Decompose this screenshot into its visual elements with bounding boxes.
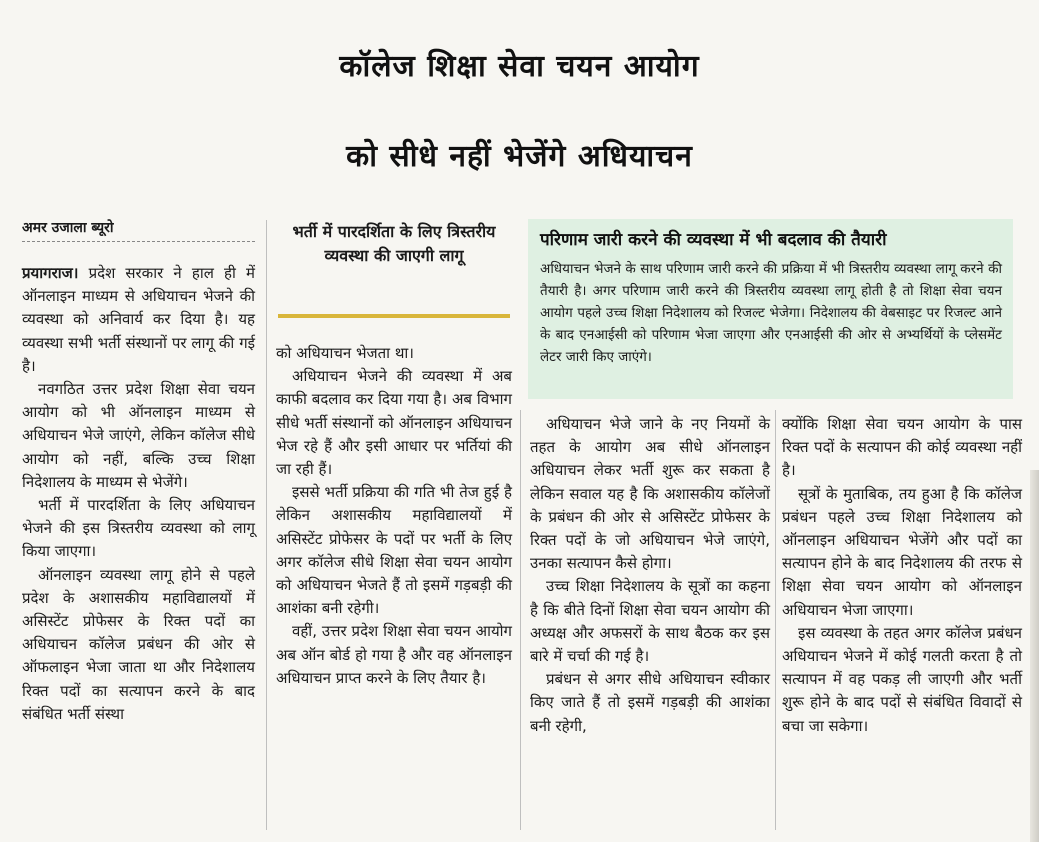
column-divider xyxy=(775,410,776,830)
column-divider xyxy=(266,220,267,830)
article-paragraph: ऑनलाइन व्यवस्था लागू होने से पहले प्रदेश के अशासकीय महाविद्यालयों में असिस्टेंट प्रोफेसर के रिक्त पदों का अधियाचन कॉलेज प्रबंधन की ओर से ऑफलाइन भेजा जाता था और निदेशालय रिक्त पदों का सत्यापन करने के बाद संबंधित भर्ती संस्था xyxy=(22,565,255,723)
article-paragraph: इस व्यवस्था के तहत अगर कॉलेज प्रबंधन अधियाचन भेजने में कोई गलती करता है तो सत्यापन में वह पकड़ ली जाएगी और भर्ती शुरू होने के बाद पदों से संबंधित विवादों से बचा जा सकेगा। xyxy=(782,623,1022,735)
headline-line-1: कॉलेज शिक्षा सेवा चयन आयोग xyxy=(339,49,700,84)
article-paragraph: सूत्रों के मुताबिक, तय हुआ है कि कॉलेज प्रबंधन पहले उच्च शिक्षा निदेशालय को ऑनलाइन अधियाचन भेजेंगे और पदों का सत्यापन होने के बाद निदेशालय की तरफ से शिक्षा सेवा चयन आयोग को ऑनलाइन अधियाचन भेजा जाएगा। xyxy=(782,484,1022,619)
page-edge-shadow xyxy=(1030,470,1039,842)
dateline: प्रयागराज। xyxy=(22,264,79,282)
info-box-body xyxy=(540,258,1002,368)
article-column-3 xyxy=(530,413,770,738)
article-column-4 xyxy=(782,413,1022,738)
article-column-2 xyxy=(276,342,512,690)
article-paragraph: उच्च शिक्षा निदेशालय के सूत्रों का कहना है कि बीते दिनों शिक्षा सेवा चयन आयोग की अध्यक्ष और अफसरों के साथ बैठक कर इस बारे में चर्चा की गई है। xyxy=(530,577,770,666)
article-paragraph: नवगठित उत्तर प्रदेश शिक्षा सेवा चयन आयोग को भी ऑनलाइन माध्यम से अधियाचन भेजे जाएंगे, लेकिन कॉलेज सीधे आयोग को नहीं, बल्कि उच्च शिक्षा निदेशालय के माध्यम से भेजेंगे। xyxy=(22,380,255,491)
article-paragraph: भर्ती में पारदर्शिता के लिए अधियाचन भेजने की इस त्रिस्तरीय व्यवस्था को लागू किया जाएगा। xyxy=(22,496,255,561)
headline-line-2: को सीधे नहीं भेजेंगे अधियाचन xyxy=(346,139,693,174)
article-paragraph: प्रयागराज। प्रदेश सरकार ने हाल ही में ऑनलाइन माध्यम से अधियाचन भेजने की व्यवस्था को अनिवार्य कर दिया है। यह व्यवस्था सभी भर्ती संस्थानों पर लागू की गई है। xyxy=(22,264,255,375)
info-box-title: परिणाम जारी करने की व्यवस्था में भी बदलाव की तैयारी xyxy=(540,230,887,250)
article-paragraph: वहीं, उत्तर प्रदेश शिक्षा सेवा चयन आयोग अब ऑन बोर्ड हो गया है और वह ऑनलाइन अधियाचन प्राप्त करने के लिए तैयार है। xyxy=(276,622,512,687)
article-paragraph: को अधियाचन भेजता था। xyxy=(276,344,414,362)
sidebar-headline-rule xyxy=(278,314,510,318)
article-paragraph: इससे भर्ती प्रक्रिया की गति भी तेज हुई है लेकिन अशासकीय महाविद्यालयों में असिस्टेंट प्रोफेसर के पदों पर भर्ती के लिए अगर कॉलेज सीधे शिक्षा सेवा चयन आयोग को अधियाचन भेजते हैं तो इसमें गड़बड़ी की आशंका बनी रहेगी। xyxy=(276,483,512,618)
article-paragraph: क्योंकि शिक्षा सेवा चयन आयोग के पास रिक्त पदों के सत्यापन की कोई व्यवस्था नहीं है। xyxy=(782,415,1022,480)
info-box-text: अधियाचन भेजने के साथ परिणाम जारी करने की प्रक्रिया में भी त्रिस्तरीय व्यवस्था लागू करने की तैयारी है। अगर परिणाम जारी करने की त्रिस्तरीय व्यवस्था लागू होती है तो शिक्षा सेवा चयन आयोग पहले उच्च शिक्षा निदेशालय को रिजल्ट भेजेगा। निदेशालय की वेबसाइट पर रिजल्ट आने के बाद एनआईसी को परिणाम भेजा जाएगा और एनआईसी की ओर से अभ्यर्थियों के प्लेसमेंट लेटर जारी किए जाएंगे। xyxy=(540,261,1002,365)
byline: अमर उजाला ब्यूरो xyxy=(22,218,255,242)
article-paragraph: अधियाचन भेजे जाने के नए नियमों के तहत के आयोग अब सीधे ऑनलाइन अधियाचन लेकर भर्ती शुरू कर सकता है लेकिन सवाल यह है कि अशासकीय कॉलेजों के प्रबंधन की ओर से असिस्टेंट प्रोफेसर के रिक्त पदों के जो अधियाचन भेजे जाएंगे, उनका सत्यापन कैसे होगा। xyxy=(530,415,770,573)
column-divider xyxy=(520,410,521,830)
article-paragraph: प्रबंधन से अगर सीधे अधियाचन स्वीकार किए जाते हैं तो इसमें गड़बड़ी की आशंका बनी रहेगी, xyxy=(530,670,770,735)
sidebar-headline: भर्ती में पारदर्शिता के लिए त्रिस्तरीय व्यवस्था की जाएगी लागू xyxy=(292,222,496,265)
article-paragraph: अधियाचन भेजने की व्यवस्था में अब काफी बदलाव कर दिया गया है। अब विभाग सीधे भर्ती संस्थानों को ऑनलाइन अधियाचन भेज रहे हैं और इसी आधार पर भर्तियां की जा रही हैं। xyxy=(276,367,512,479)
article-column-1 xyxy=(22,262,255,726)
